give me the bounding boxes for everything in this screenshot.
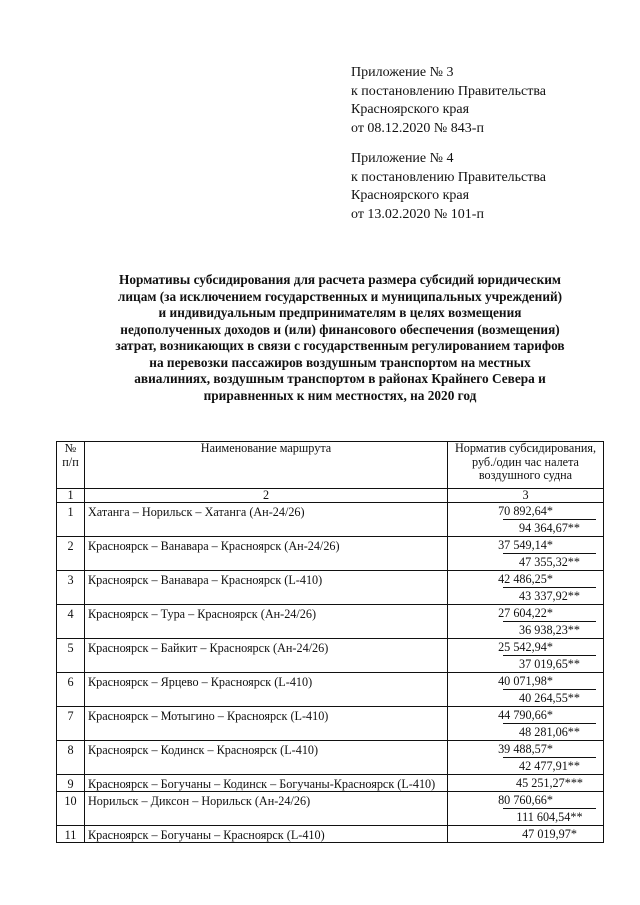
document-title [62,272,618,404]
column-number: 2 [85,489,448,503]
route-cell [85,537,448,571]
route-name: Красноярск – Ванавара – Красноярск (Ан-24/26) [88,539,340,553]
row-number-cell [57,537,85,571]
route-name: Красноярск – Богучаны – Кодинск – Богучаны-Красноярск (L-410) [88,777,436,791]
appendix-original-line2: к постановлению Правительства [351,169,547,185]
header-number-line2: п/п [62,454,79,469]
route-name: Красноярск – Мотыгино – Красноярск (L-410) [88,709,329,723]
norm-value: 47 355,32** [503,553,596,570]
norm-value: 111 604,54** [503,808,596,825]
title-line: на перевозки пассажиров воздушным транспортом на местных [149,354,531,370]
norm-cell [448,605,604,639]
norm-cell [448,503,604,537]
norm-value: 40 071,98* [498,674,553,688]
row-number-cell [57,571,85,605]
title-line: авиалиниях, воздушным транспортом в районах Крайнего Севера и [134,371,546,386]
appendix-current-line4: от 08.12.2020 № 843-п [351,120,484,136]
header-norm-line2: руб./один час налета [472,454,579,469]
header-norm-line3: воздушного судна [478,468,573,482]
norm-cell [448,707,604,741]
route-name: Красноярск – Богучаны – Красноярск (L-410) [88,828,325,842]
row-number-cell [57,826,85,843]
column-number: 1 [57,489,85,503]
norm-value: 94 364,67** [503,519,596,536]
row-number-cell [57,639,85,673]
row-number-cell [57,792,85,826]
appendix-original-line1: Приложение № 4 [351,151,454,166]
row-number-cell [57,605,85,639]
table-row [57,605,604,639]
column-number-row [57,489,604,503]
norm-cell [448,792,604,826]
route-cell [85,639,448,673]
appendix-current-line2: к постановлению Правительства [351,83,547,99]
header-norm-line1: Норматив субсидирования, [454,441,597,455]
row-number: 7 [67,709,74,723]
route-cell [85,741,448,775]
table-row [57,707,604,741]
column-number: 3 [448,489,604,503]
norm-cell [448,826,604,843]
norm-value: 42 486,25* [498,572,553,586]
appendix-original-block [351,150,546,224]
norm-value: 25 542,94* [498,640,553,654]
table-row [57,792,604,826]
appendix-original-line3: Красноярского края [351,188,470,203]
header-norm [448,442,604,489]
appendix-current-line3: Красноярского края [351,102,470,117]
title-line: и индивидуальным предпринимателям в целях возмещения [158,305,522,320]
norm-value: 36 938,23** [503,621,596,638]
norm-cell [448,639,604,673]
header-number [57,442,85,489]
row-number: 1 [67,505,74,519]
table-row [57,775,604,792]
row-number-cell [57,741,85,775]
appendix-current-line1: Приложение № 3 [351,65,454,80]
route-name: Норильск – Диксон – Норильск (Ан-24/26) [88,794,311,808]
norm-cell [448,673,604,707]
route-name: Красноярск – Кодинск – Красноярск (L-410) [88,743,319,757]
norm-cell [448,571,604,605]
table-row [57,741,604,775]
table-row [57,826,604,843]
row-number-cell [57,775,85,792]
title-line: затрат, возникающих в связи с государственным регулированием тарифов [115,338,565,353]
row-number: 4 [67,607,74,621]
route-cell [85,707,448,741]
row-number: 9 [67,777,74,791]
row-number: 5 [67,641,74,655]
table-row [57,639,604,673]
norm-value: 44 790,66* [498,708,553,722]
row-number: 3 [67,573,74,587]
subsidy-norms-table [56,441,604,843]
norm-value: 45 251,27*** [515,776,584,790]
row-number: 8 [67,743,74,757]
norm-value: 37 549,14* [498,538,553,552]
title-line: Нормативы субсидирования для расчета размера субсидий юридическим [119,272,561,287]
norm-value: 43 337,92** [503,587,596,604]
norm-cell [448,537,604,571]
table-row [57,503,604,537]
table-header-row [57,442,604,489]
table-row [57,537,604,571]
appendix-current-block [351,64,546,138]
row-number-cell [57,707,85,741]
row-number: 11 [64,828,77,842]
row-number: 10 [64,794,77,808]
norm-value: 39 488,57* [498,742,553,756]
norm-cell [448,775,604,792]
header-route-label: Наименование маршрута [200,441,332,455]
title-line: недополученных доходов и (или) финансового обеспечения (возмещения) [120,321,560,337]
norm-value: 48 281,06** [503,723,596,740]
title-line: лицам (за исключением государственных и муниципальных учреждений) [117,288,563,304]
row-number-cell [57,673,85,707]
route-cell [85,571,448,605]
norm-value: 80 760,66* [498,793,553,807]
norm-value: 70 892,64* [498,504,553,518]
title-line: приравненных к ним местностях, на 2020 год [203,387,477,403]
norm-value: 47 019,97* [522,827,577,841]
header-number-line1: № [64,441,77,455]
norm-cell [448,741,604,775]
route-name: Красноярск – Байкит – Красноярск (Ан-24/26) [88,641,329,655]
route-name: Красноярск – Ванавара – Красноярск (L-410) [88,573,323,587]
route-name: Хатанга – Норильск – Хатанга (Ан-24/26) [88,505,305,519]
row-number-cell [57,503,85,537]
route-cell [85,673,448,707]
route-name: Красноярск – Тура – Красноярск (Ан-24/26) [88,607,317,621]
norm-value: 42 477,91** [503,757,596,774]
route-name: Красноярск – Ярцево – Красноярск (L-410) [88,675,313,689]
row-number: 6 [67,675,74,689]
appendix-original-line4: от 13.02.2020 № 101-п [351,206,484,222]
route-cell [85,792,448,826]
route-cell [85,826,448,843]
norm-value: 40 264,55** [503,689,596,706]
norm-value: 37 019,65** [503,655,596,672]
route-cell [85,503,448,537]
row-number: 2 [67,539,74,553]
norm-value: 27 604,22* [498,606,553,620]
route-cell [85,605,448,639]
route-cell [85,775,448,792]
header-route [85,442,448,489]
table-row [57,571,604,605]
table-row [57,673,604,707]
